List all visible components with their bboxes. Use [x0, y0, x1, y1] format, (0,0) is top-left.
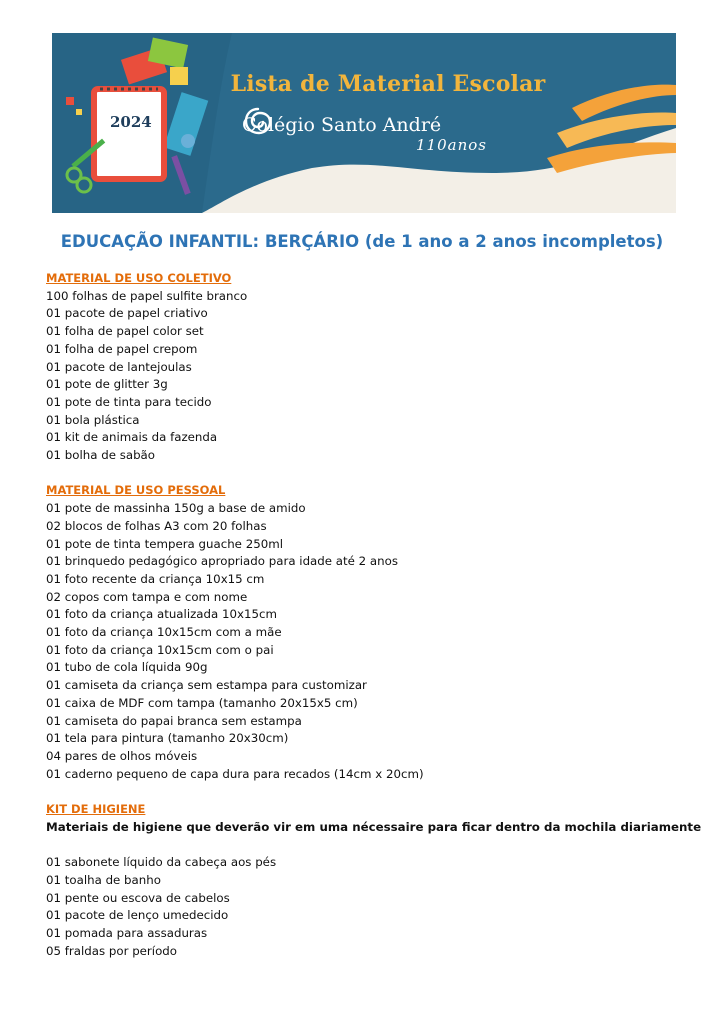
list-item: 01 pacote de papel criativo [46, 306, 208, 321]
list-item: 04 pares de olhos móveis [46, 748, 198, 763]
list-item: 01 foto da criança 10x15cm com o pai [46, 642, 274, 657]
school-logo [242, 105, 441, 145]
list-item: 01 toalha de banho [46, 872, 161, 887]
list-item: 02 copos com tampa e com nome [46, 589, 248, 604]
list-item: 01 pacote de lenço umedecido [46, 908, 229, 923]
list-item: 01 pote de tinta tempera guache 250ml [46, 536, 283, 551]
list-item: 01 brinquedo pedagógico apropriado para idade até 2 anos [46, 554, 398, 569]
list-item: 01 bola plástica [46, 412, 140, 427]
list-item: 01 tela para pintura (tamanho 20x30cm) [46, 731, 289, 746]
list-item: 01 camiseta da criança sem estampa para customizar [46, 678, 367, 693]
list-item: 01 kit de animais da fazenda [46, 430, 218, 445]
list-item: 05 fraldas por período [46, 943, 177, 958]
section-note: Materiais de higiene que deverão vir em uma nécessaire para ficar dentro da mochila diariamente [46, 819, 702, 834]
section-collective [46, 270, 686, 465]
list-item: 100 folhas de papel sulfite branco [46, 288, 248, 303]
list-item: 01 pacote de lantejoulas [46, 359, 192, 374]
list-item: 01 pote de glitter 3g [46, 377, 168, 392]
list-item: 01 foto recente da criança 10x15 cm [46, 571, 265, 586]
list-item: 01 pote de massinha 150g a base de amido [46, 501, 306, 516]
header-banner [52, 33, 676, 213]
section-title: MATERIAL DE USO PESSOAL [46, 483, 226, 498]
list-item: 01 foto da criança 10x15cm com a mãe [46, 625, 282, 640]
section-title: KIT DE HIGIENE [46, 802, 146, 817]
banner-title: Lista de Material Escolar [230, 71, 546, 97]
list-item: 01 folha de papel crepom [46, 341, 198, 356]
section-hygiene [46, 801, 702, 960]
list-item: 01 caderno pequeno de capa dura para recados (14cm x 20cm) [46, 766, 424, 781]
section-title: MATERIAL DE USO COLETIVO [46, 271, 232, 285]
list-item: 02 blocos de folhas A3 com 20 folhas [46, 518, 267, 533]
anniversary-label: 110anos [416, 136, 487, 154]
list-item: 01 camiseta do papai branca sem estampa [46, 713, 302, 728]
list-item: 01 tubo de cola líquida 90g [46, 660, 208, 675]
list-item: 01 pente ou escova de cabelos [46, 890, 230, 905]
material-list [46, 270, 702, 978]
spiral-logo-icon [242, 105, 274, 137]
section-personal [46, 482, 686, 783]
list-item: 01 caixa de MDF com tampa (tamanho 20x15x5 cm) [46, 695, 358, 710]
list-item: 01 sabonete líquido da cabeça aos pés [46, 855, 277, 870]
list-item: 01 pomada para assaduras [46, 925, 208, 940]
school-name: Colégio Santo André [242, 114, 442, 136]
list-item: 01 foto da criança atualizada 10x15cm [46, 607, 277, 622]
list-item: 01 folha de papel color set [46, 324, 204, 339]
list-item: 01 bolha de sabão [46, 448, 156, 463]
page-title: EDUCAÇÃO INFANTIL: BERÇÁRIO (de 1 ano a 2 anos incompletos) [60, 232, 664, 251]
list-item: 01 pote de tinta para tecido [46, 394, 212, 409]
year-label: 2024 [110, 113, 152, 131]
